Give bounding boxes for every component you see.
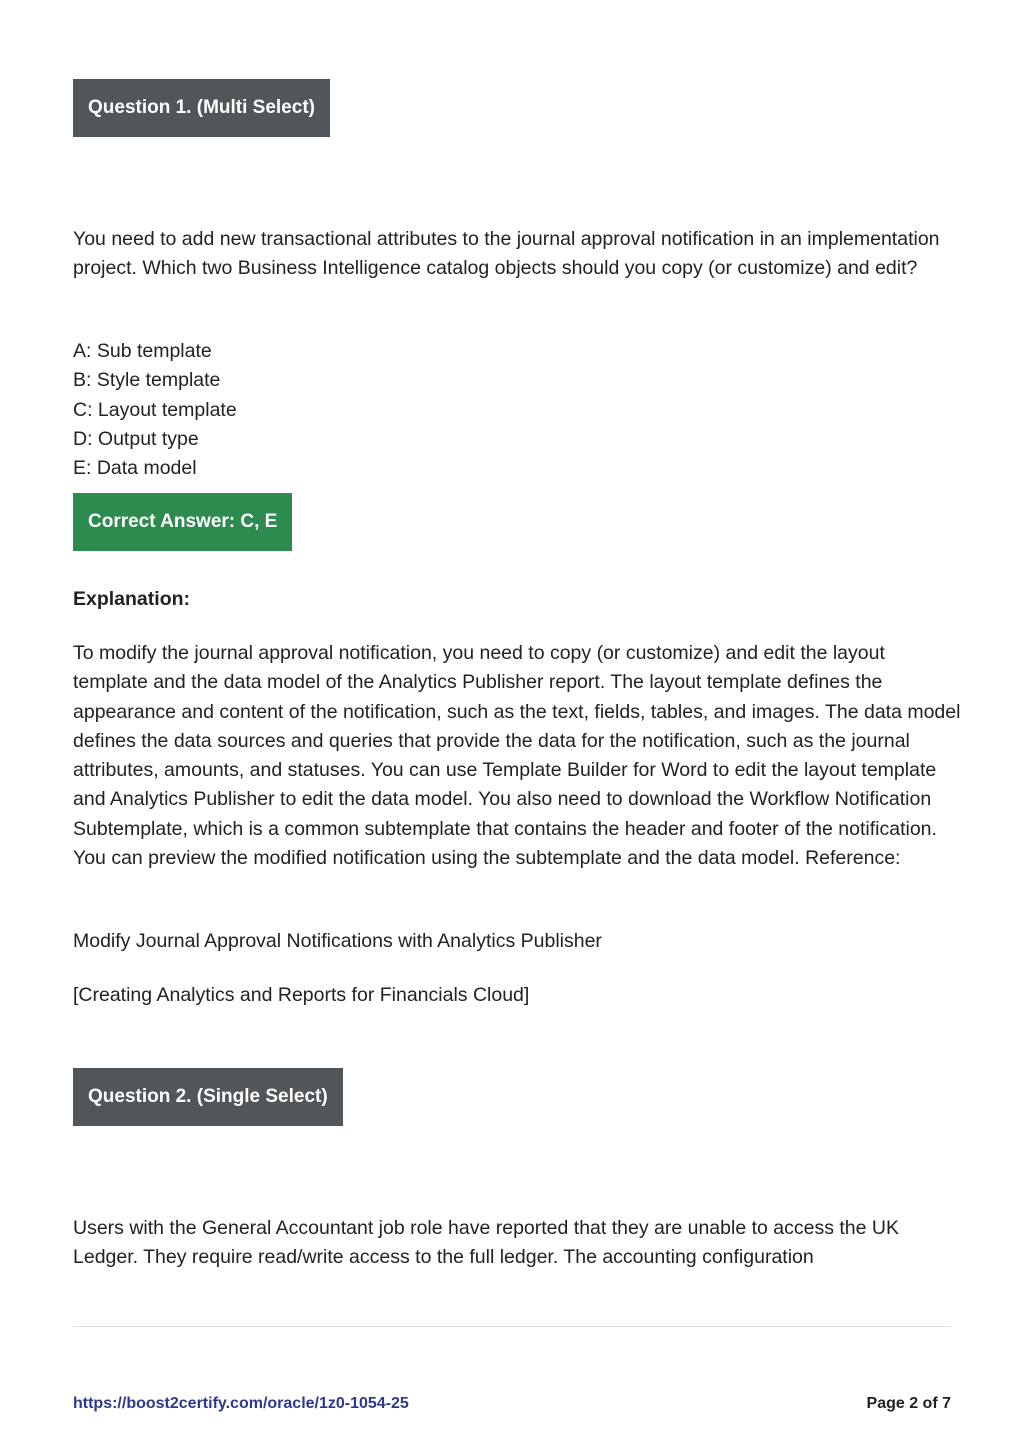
explanation-text: To modify the journal approval notification, you need to copy (or customize) and edit the layout template and the data model of the Analytics Publisher report. The layout template defines the appearance and content of the notification, such as the text, fields, tables, and images. The data model defines the data sources and queries that provide the data for the notification, such as the journal attributes, amounts, and statuses. You can use Template Builder for Word to edit the layout template and Analytics Publisher to edit the data model. You also need to download the Workflow Notification Subtemplate, which is a common subtemplate that contains the header and footer of the notification. You can preview the modified notification using the subtemplate and the data model. Reference: (73, 642, 961, 870)
reference-1: Modify Journal Approval Notifications with Analytics Publisher (73, 930, 602, 952)
option-d: D: Output type (73, 427, 199, 450)
option-a: A: Sub template (73, 340, 212, 362)
footer-divider (73, 1326, 951, 1327)
option-e: E: Data model (73, 457, 197, 480)
question-1-badge: Question 1. (Multi Select) (73, 79, 330, 137)
question-2-text: Users with the General Accountant job role have reported that they are unable to access the UK Ledger. They require read/write access to the full ledger. The accounting configuration (73, 1217, 899, 1269)
reference-2: [Creating Analytics and Reports for Financials Cloud] (73, 984, 530, 1006)
footer-link[interactable]: https://boost2certify.com/oracle/1z0-1054-25 (73, 1395, 409, 1412)
question-1-options (73, 337, 237, 483)
explanation-heading: Explanation: (73, 588, 191, 610)
correct-answer-badge: Correct Answer: C, E (73, 493, 292, 551)
option-c: C: Layout template (73, 398, 237, 421)
question-2-badge: Question 2. (Single Select) (73, 1068, 343, 1126)
question-1-text: You need to add new transactional attributes to the journal approval notification in an implementation project. Which two Business Intelligence catalog objects should you copy (or customize) and edit? (73, 228, 940, 280)
page-number: Page 2 of 7 (866, 1395, 951, 1412)
option-b: B: Style template (73, 369, 221, 392)
